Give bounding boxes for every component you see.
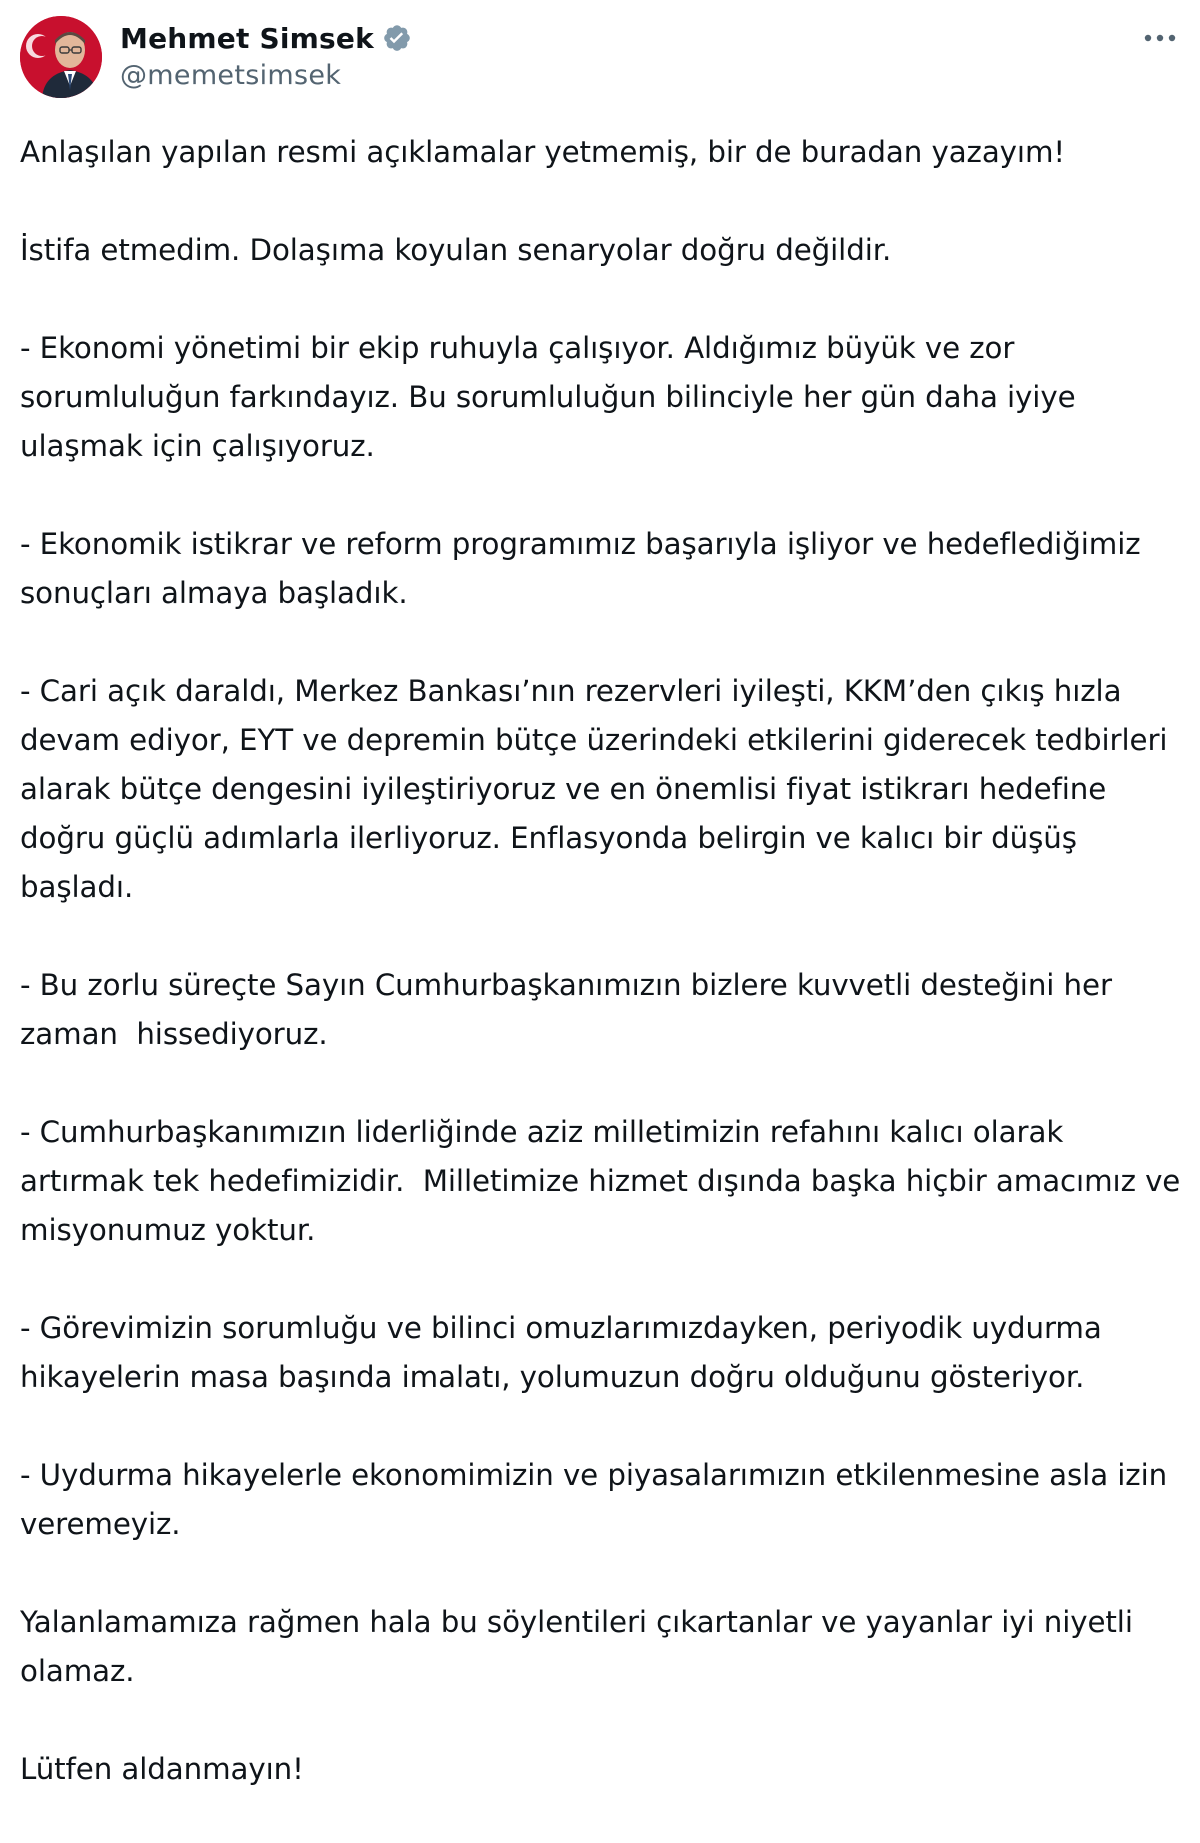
author-names <box>120 18 412 91</box>
tweet-paragraph: - Cumhurbaşkanımızın liderliğinde aziz milletimizin refahını kalıcı olarak artırmak tek hedefimizidir. Milletimize hizmet dışında başka hiçbir amacımız ve misyonumuz yoktur. <box>20 1115 1190 1247</box>
tweet-paragraph: İstifa etmedim. Dolaşıma koyulan senaryolar doğru değildir. <box>20 233 892 267</box>
tweet-paragraph: - Uydurma hikayelerle ekonomimizin ve piyasalarımızın etkilenmesine asla izin veremeyiz. <box>20 1458 1177 1541</box>
handle[interactable]: @memetsimsek <box>120 60 342 91</box>
tweet-paragraph: Lütfen aldanmayın! <box>20 1752 304 1786</box>
tweet-text <box>20 128 1190 1843</box>
tweet-paragraph: Anlaşılan yapılan resmi açıklamalar yetmemiş, bir de buradan yazayım! <box>20 135 1066 169</box>
tweet-paragraph: - Bu zorlu süreçte Sayın Cumhurbaşkanımızın bizlere kuvvetli desteğini her zaman hissediyoruz. <box>20 968 1122 1051</box>
display-name[interactable]: Mehmet Simsek <box>120 21 374 55</box>
tweet-paragraph: - Cari açık daraldı, Merkez Bankası’nın rezervleri iyileşti, KKM’den çıkış hızla devam ediyor, EYT ve depremin bütçe üzerindeki etkilerini giderecek tedbirleri alarak bütçe dengesini iyileştiriyoruz ve en önemlisi fiyat istikrarı hedefine doğru güçlü adımlarla ilerliyoruz. Enflasyonda belirgin ve kalıcı bir düşüş başladı. <box>20 674 1177 904</box>
tweet-paragraph: - Ekonomik istikrar ve reform programımız başarıyla işliyor ve hedeflediğimiz sonuçları almaya başladık. <box>20 527 1150 610</box>
verified-badge-icon <box>382 23 412 53</box>
display-name-row <box>120 18 412 58</box>
profile-photo-icon <box>20 16 102 98</box>
more-horizontal-icon <box>1143 33 1177 43</box>
avatar[interactable] <box>20 16 102 98</box>
more-options-button[interactable] <box>1140 18 1180 58</box>
tweet-paragraph: - Ekonomi yönetimi bir ekip ruhuyla çalışıyor. Aldığımız büyük ve zor sorumluluğun farkındayız. Bu sorumluluğun bilinciyle her gün daha iyiye ulaşmak için çalışıyoruz. <box>20 331 1085 463</box>
tweet-header <box>20 16 1180 102</box>
tweet-paragraph: - Görevimizin sorumluğu ve bilinci omuzlarımızdayken, periyodik uydurma hikayelerin masa başında imalatı, yolumuzun doğru olduğunu gösteriyor. <box>20 1311 1111 1394</box>
tweet-paragraph: Yalanlamamıza rağmen hala bu söylentileri çıkartanlar ve yayanlar iyi niyetli olamaz. <box>20 1605 1143 1688</box>
